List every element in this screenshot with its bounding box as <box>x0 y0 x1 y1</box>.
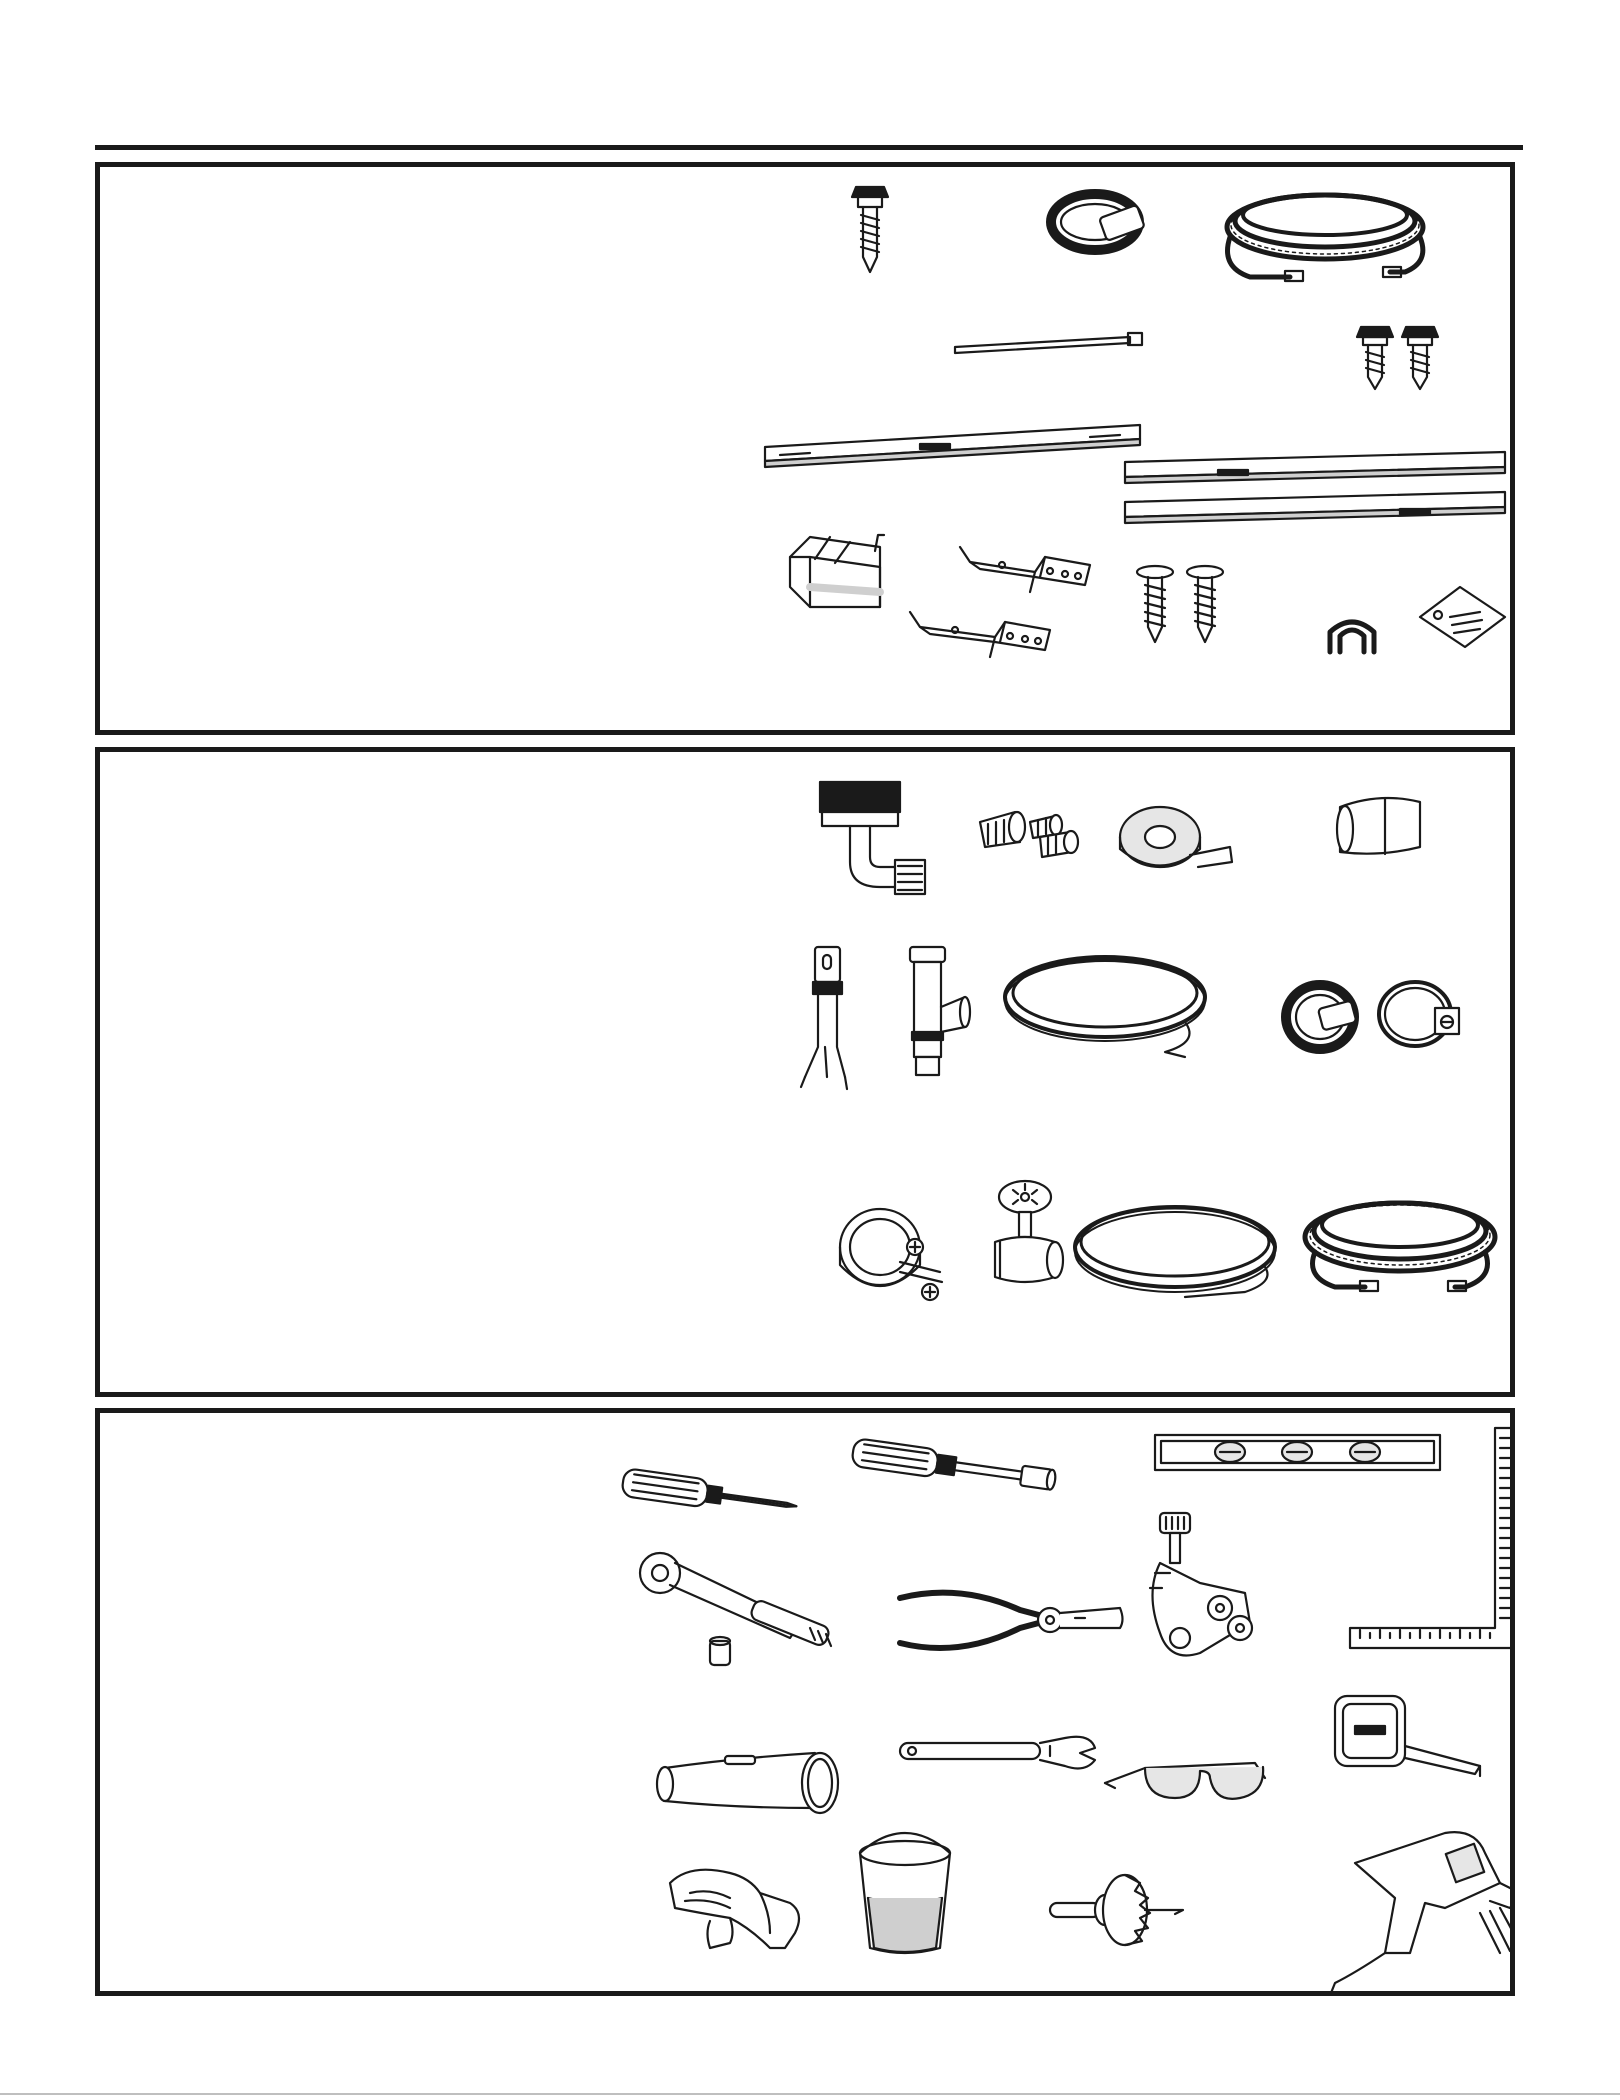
header-rule <box>95 145 1523 150</box>
screw-icon <box>852 187 888 272</box>
tee-fitting-icon <box>910 947 970 1075</box>
grommet-clip-icon <box>1330 622 1374 652</box>
hole-saw-icon <box>1050 1875 1183 1945</box>
junction-box-icon <box>790 535 884 607</box>
long-rail-icon <box>1125 452 1505 483</box>
screw-pair-icon <box>1357 327 1438 389</box>
ratchet-icon <box>640 1553 831 1665</box>
safety-glasses-icon <box>1105 1763 1265 1799</box>
tape-roll-icon <box>1120 807 1232 867</box>
materials-needed-panel <box>95 747 1515 1397</box>
tubing-cutter-icon <box>1150 1513 1252 1656</box>
level-icon <box>1155 1435 1440 1470</box>
cable-tie-icon <box>955 333 1142 353</box>
tools-needed-panel <box>95 1408 1515 1996</box>
braided-hose-icon <box>1305 1203 1495 1291</box>
shutoff-valve-icon <box>995 1181 1063 1282</box>
page-bottom-line <box>0 2093 1620 2095</box>
screw-pair-icon <box>1137 566 1223 642</box>
hose-clamp-icon <box>1051 194 1145 250</box>
coupling-icon <box>1337 798 1420 854</box>
coiled-tubing-icon <box>1075 1207 1275 1297</box>
drill-icon <box>1317 1832 1510 1991</box>
drain-adapter-icon <box>801 947 847 1089</box>
flashlight-icon <box>657 1753 838 1813</box>
nut-driver-icon <box>851 1438 1057 1494</box>
gloves-icon <box>670 1870 799 1948</box>
copper-tubing-icon <box>1005 957 1205 1057</box>
wire-nuts-icon <box>980 812 1078 857</box>
pliers-icon <box>900 1593 1123 1648</box>
side-rail-icon <box>765 425 1140 467</box>
adjustable-wrench-icon <box>900 1737 1095 1769</box>
bucket-icon <box>860 1833 950 1953</box>
braided-hose-icon <box>1227 195 1423 281</box>
parts-included-panel <box>95 162 1515 735</box>
tape-measure-icon <box>1335 1696 1480 1776</box>
instruction-tag-icon <box>1420 587 1505 647</box>
elbow-fitting-icon <box>820 782 925 894</box>
hose-clamp-icon <box>1379 982 1459 1046</box>
mounting-bracket-icon <box>910 547 1090 657</box>
strain-relief-icon <box>840 1209 942 1300</box>
hose-clamp-icon <box>1286 985 1356 1049</box>
long-rail-icon <box>1125 492 1505 523</box>
phillips-screwdriver-icon <box>621 1468 798 1520</box>
